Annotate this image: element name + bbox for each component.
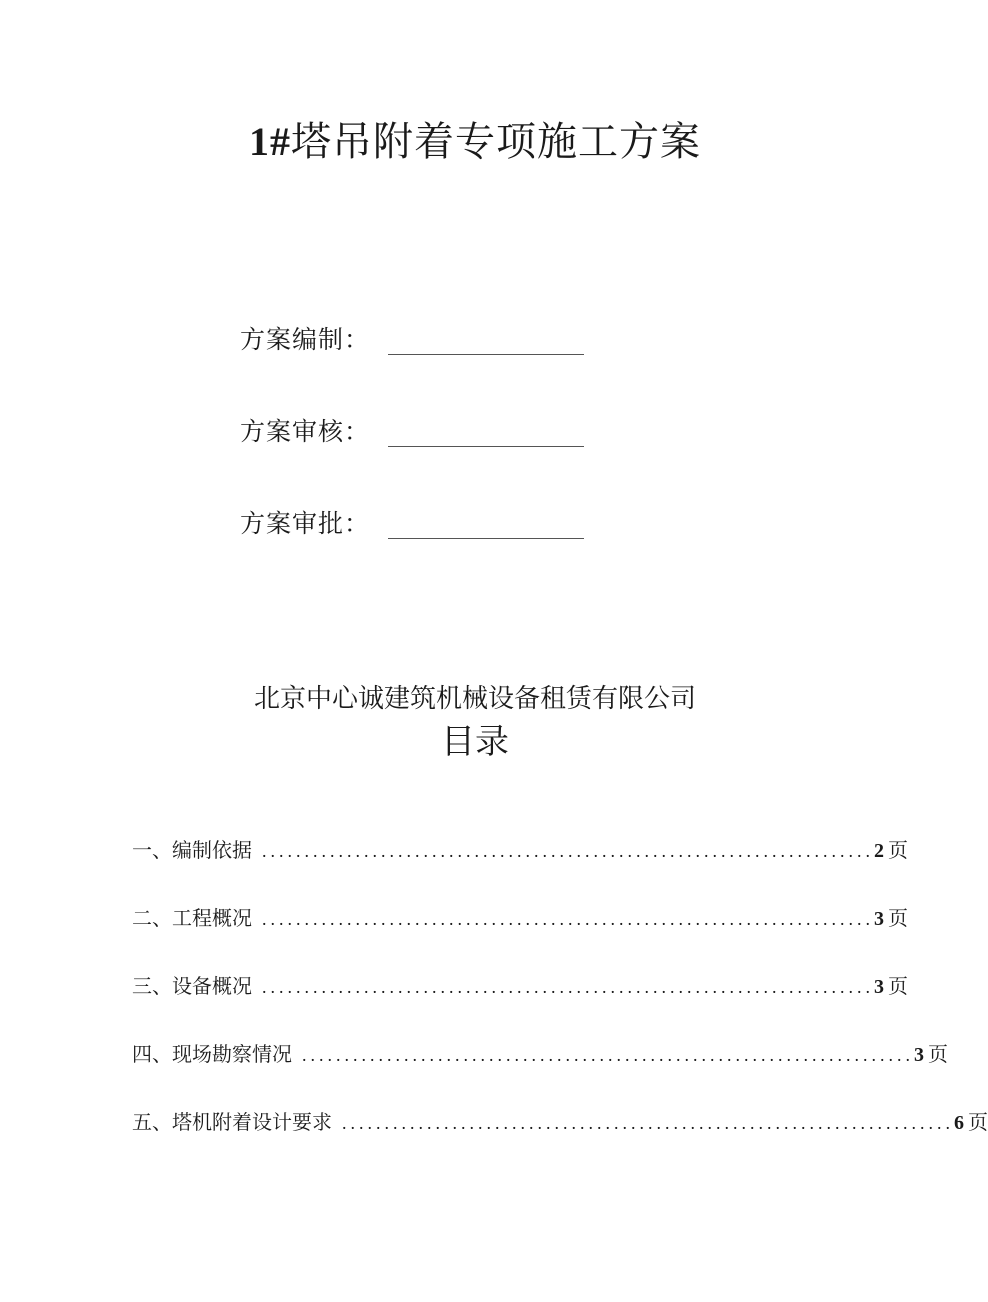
signature-compile [240,324,370,356]
signature-label: 方案编制： [240,325,371,354]
toc-item-page [954,1108,988,1137]
signature-label: 方案审批： [240,509,371,538]
toc-item-label: 二、工程概况 [132,906,252,930]
toc-title: 目录 [441,722,509,762]
toc-item-page [874,904,908,933]
signature-blank-line [388,446,584,447]
document-title [0,118,950,166]
toc-item[interactable] [132,836,908,864]
toc-page-number: 6 [954,1112,964,1134]
toc-page-number: 3 [914,1044,924,1066]
toc-leader-dots: ........................................................................ [342,1113,954,1133]
toc-item-page [874,972,908,1001]
title-text: 塔吊附着专项施工方案 [291,119,701,165]
toc-item[interactable] [132,904,908,932]
signature-blank-line [388,354,584,355]
toc-page-unit: 页 [888,838,908,862]
company-name: 北京中心诚建筑机械设备租赁有限公司 [253,684,696,714]
signature-label: 方案审核： [240,417,371,446]
toc-page-unit: 页 [888,974,908,998]
toc-leader-dots: ........................................................................ [302,1045,914,1065]
toc-page-number: 2 [874,840,884,862]
toc-page-number: 3 [874,908,884,930]
toc-leader-dots: ........................................................................ [262,841,874,861]
toc-leader-dots: ........................................................................ [262,909,874,929]
signature-blank-line [388,538,584,539]
signature-approve [240,508,370,540]
toc-item-label: 五、塔机附着设计要求 [132,1110,332,1134]
toc-page-unit: 页 [928,1042,948,1066]
toc-item-label: 一、编制依据 [132,838,252,862]
toc-page-unit: 页 [968,1110,988,1134]
toc-item[interactable] [132,1108,988,1136]
toc-item-label: 三、设备概况 [132,974,252,998]
toc-item-page [914,1040,948,1069]
toc-page-number: 3 [874,976,884,998]
toc-item-page [874,836,908,865]
toc-item[interactable] [132,972,908,1000]
toc-page-unit: 页 [888,906,908,930]
toc-leader-dots: ........................................................................ [262,977,874,997]
title-number: 1# [249,119,291,164]
signature-review [240,416,370,448]
toc-item[interactable] [132,1040,948,1068]
toc-item-label: 四、现场勘察情况 [132,1042,292,1066]
